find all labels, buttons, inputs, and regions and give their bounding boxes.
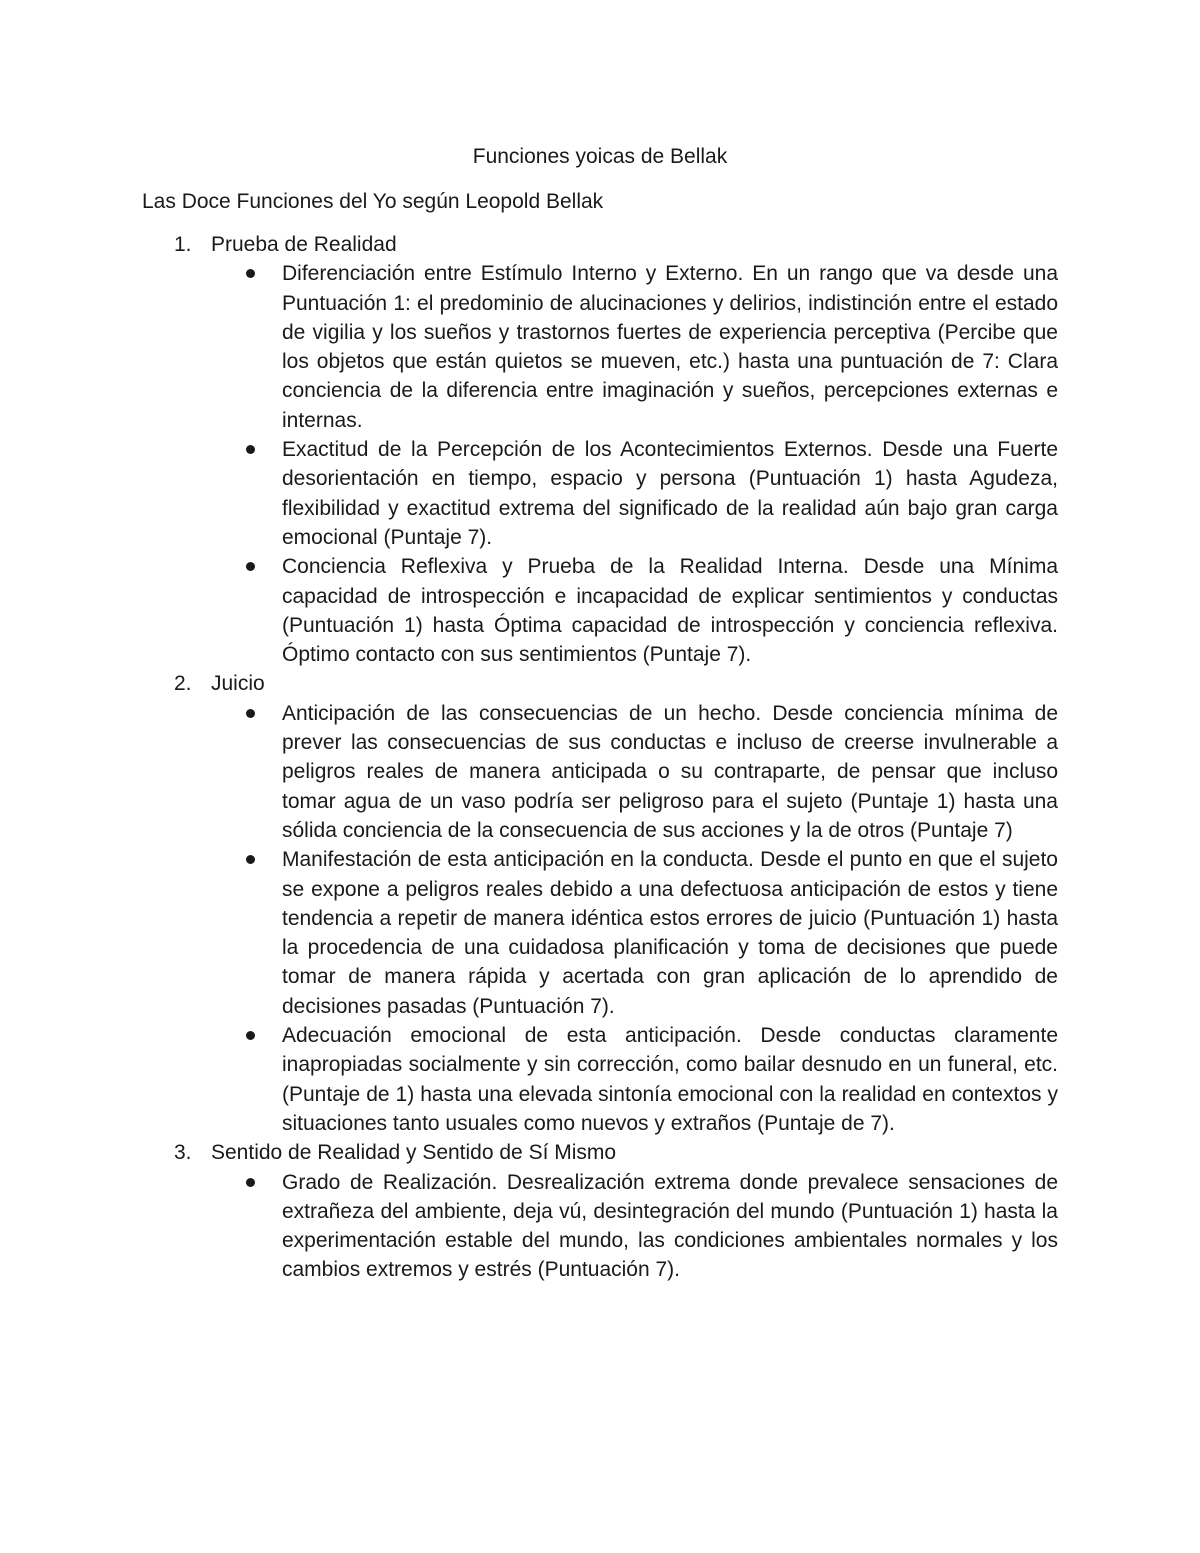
document-title: Funciones yoicas de Bellak — [472, 145, 728, 168]
section-items — [0, 259, 1200, 669]
list-item — [0, 552, 1058, 669]
section-title: Juicio — [211, 672, 265, 696]
bullet-icon — [246, 269, 255, 278]
list-item-text: Adecuación emocional de esta anticipación. Desde conductas claramente inapropiadas socialmente y sin corrección, como bailar desnudo en un funeral, etc. (Puntaje de 1) hasta una elevada sintonía emocional con la realidad en contextos y situaciones tanto usuales como nuevos y extraños (Puntaje de 7). — [282, 1024, 1058, 1135]
section-heading — [0, 1138, 1200, 1167]
section-judgment — [0, 669, 1200, 1138]
section-title: Prueba de Realidad — [211, 233, 397, 256]
ego-functions-list — [0, 230, 1200, 1285]
section-reality-testing — [0, 230, 1200, 669]
section-heading — [0, 230, 1200, 259]
list-item — [0, 259, 1058, 435]
list-item — [0, 435, 1058, 552]
list-item — [0, 1168, 1058, 1285]
document-subtitle: Las Doce Funciones del Yo según Leopold Bellak — [142, 190, 604, 213]
bullet-icon — [246, 709, 255, 718]
list-item-text: Manifestación de esta anticipación en la conducta. Desde el punto en que el sujeto se expone a peligros reales debido a una defectuosa anticipación de estos y tiene tendencia a repetir de manera idéntica estos errores de juicio (Puntuación 1) hasta la procedencia de una cuidadosa planificación y toma de decisiones que puede tomar de manera rápida y acertada con gran aplicación de lo aprendido de decisiones pasadas (Puntuación 7). — [282, 848, 1058, 1018]
section-number: 1. — [174, 233, 192, 256]
bullet-icon — [246, 1178, 255, 1187]
section-items — [0, 1168, 1200, 1285]
bullet-icon — [246, 855, 255, 864]
bullet-icon — [246, 1031, 255, 1040]
section-title: Sentido de Realidad y Sentido de Sí Mismo — [211, 1141, 617, 1165]
list-item — [0, 845, 1058, 1021]
list-item-text: Exactitud de la Percepción de los Acontecimientos Externos. Desde una Fuerte desorientación en tiempo, espacio y persona (Puntuación 1) hasta Agudeza, flexibilidad y exactitud extrema del significado de la realidad aún bajo gran carga emocional (Puntaje 7). — [282, 438, 1058, 549]
section-heading — [0, 669, 1200, 698]
bullet-icon — [246, 562, 255, 571]
list-item — [0, 1021, 1058, 1138]
section-number: 2. — [174, 672, 192, 696]
list-item-text: Grado de Realización. Desrealización extrema donde prevalece sensaciones de extrañeza del ambiente, deja vú, desintegración del mundo (Puntuación 1) hasta la experimentación estable del mundo, las condiciones ambientales normales y los cambios extremos y estrés (Puntuación 7). — [282, 1170, 1058, 1282]
list-item-text: Conciencia Reflexiva y Prueba de la Realidad Interna. Desde una Mínima capacidad de introspección e incapacidad de explicar sentimientos y conductas (Puntuación 1) hasta Óptima capacidad de introspección y conciencia reflexiva. Óptimo contacto con sus sentimientos (Puntaje 7). — [282, 555, 1058, 667]
section-items — [0, 699, 1200, 1138]
list-item-text: Diferenciación entre Estímulo Interno y Externo. En un rango que va desde una Puntuación 1: el predominio de alucinaciones y delirios, indistinción entre el estado de vigilia y los sueños y trastornos fuertes de experiencia perceptiva (Percibe que los objetos que están quietos se mueven, etc.) hasta una puntuación de 7: Clara conciencia de la diferencia entre imaginación y sueños, percepciones externas e internas. — [282, 262, 1058, 432]
section-number: 3. — [174, 1141, 192, 1165]
list-item — [0, 699, 1058, 845]
section-sense-of-reality — [0, 1138, 1200, 1284]
bullet-icon — [246, 445, 255, 454]
list-item-text: Anticipación de las consecuencias de un hecho. Desde conciencia mínima de prever las consecuencias de sus conductas e incluso de creerse invulnerable a peligros reales de manera anticipada o su contraparte, de pensar que incluso tomar agua de un vaso podría ser peligroso para el sujeto (Puntaje 1) hasta una sólida conciencia de la consecuencia de sus acciones y la de otros (Puntaje 7) — [282, 701, 1058, 842]
